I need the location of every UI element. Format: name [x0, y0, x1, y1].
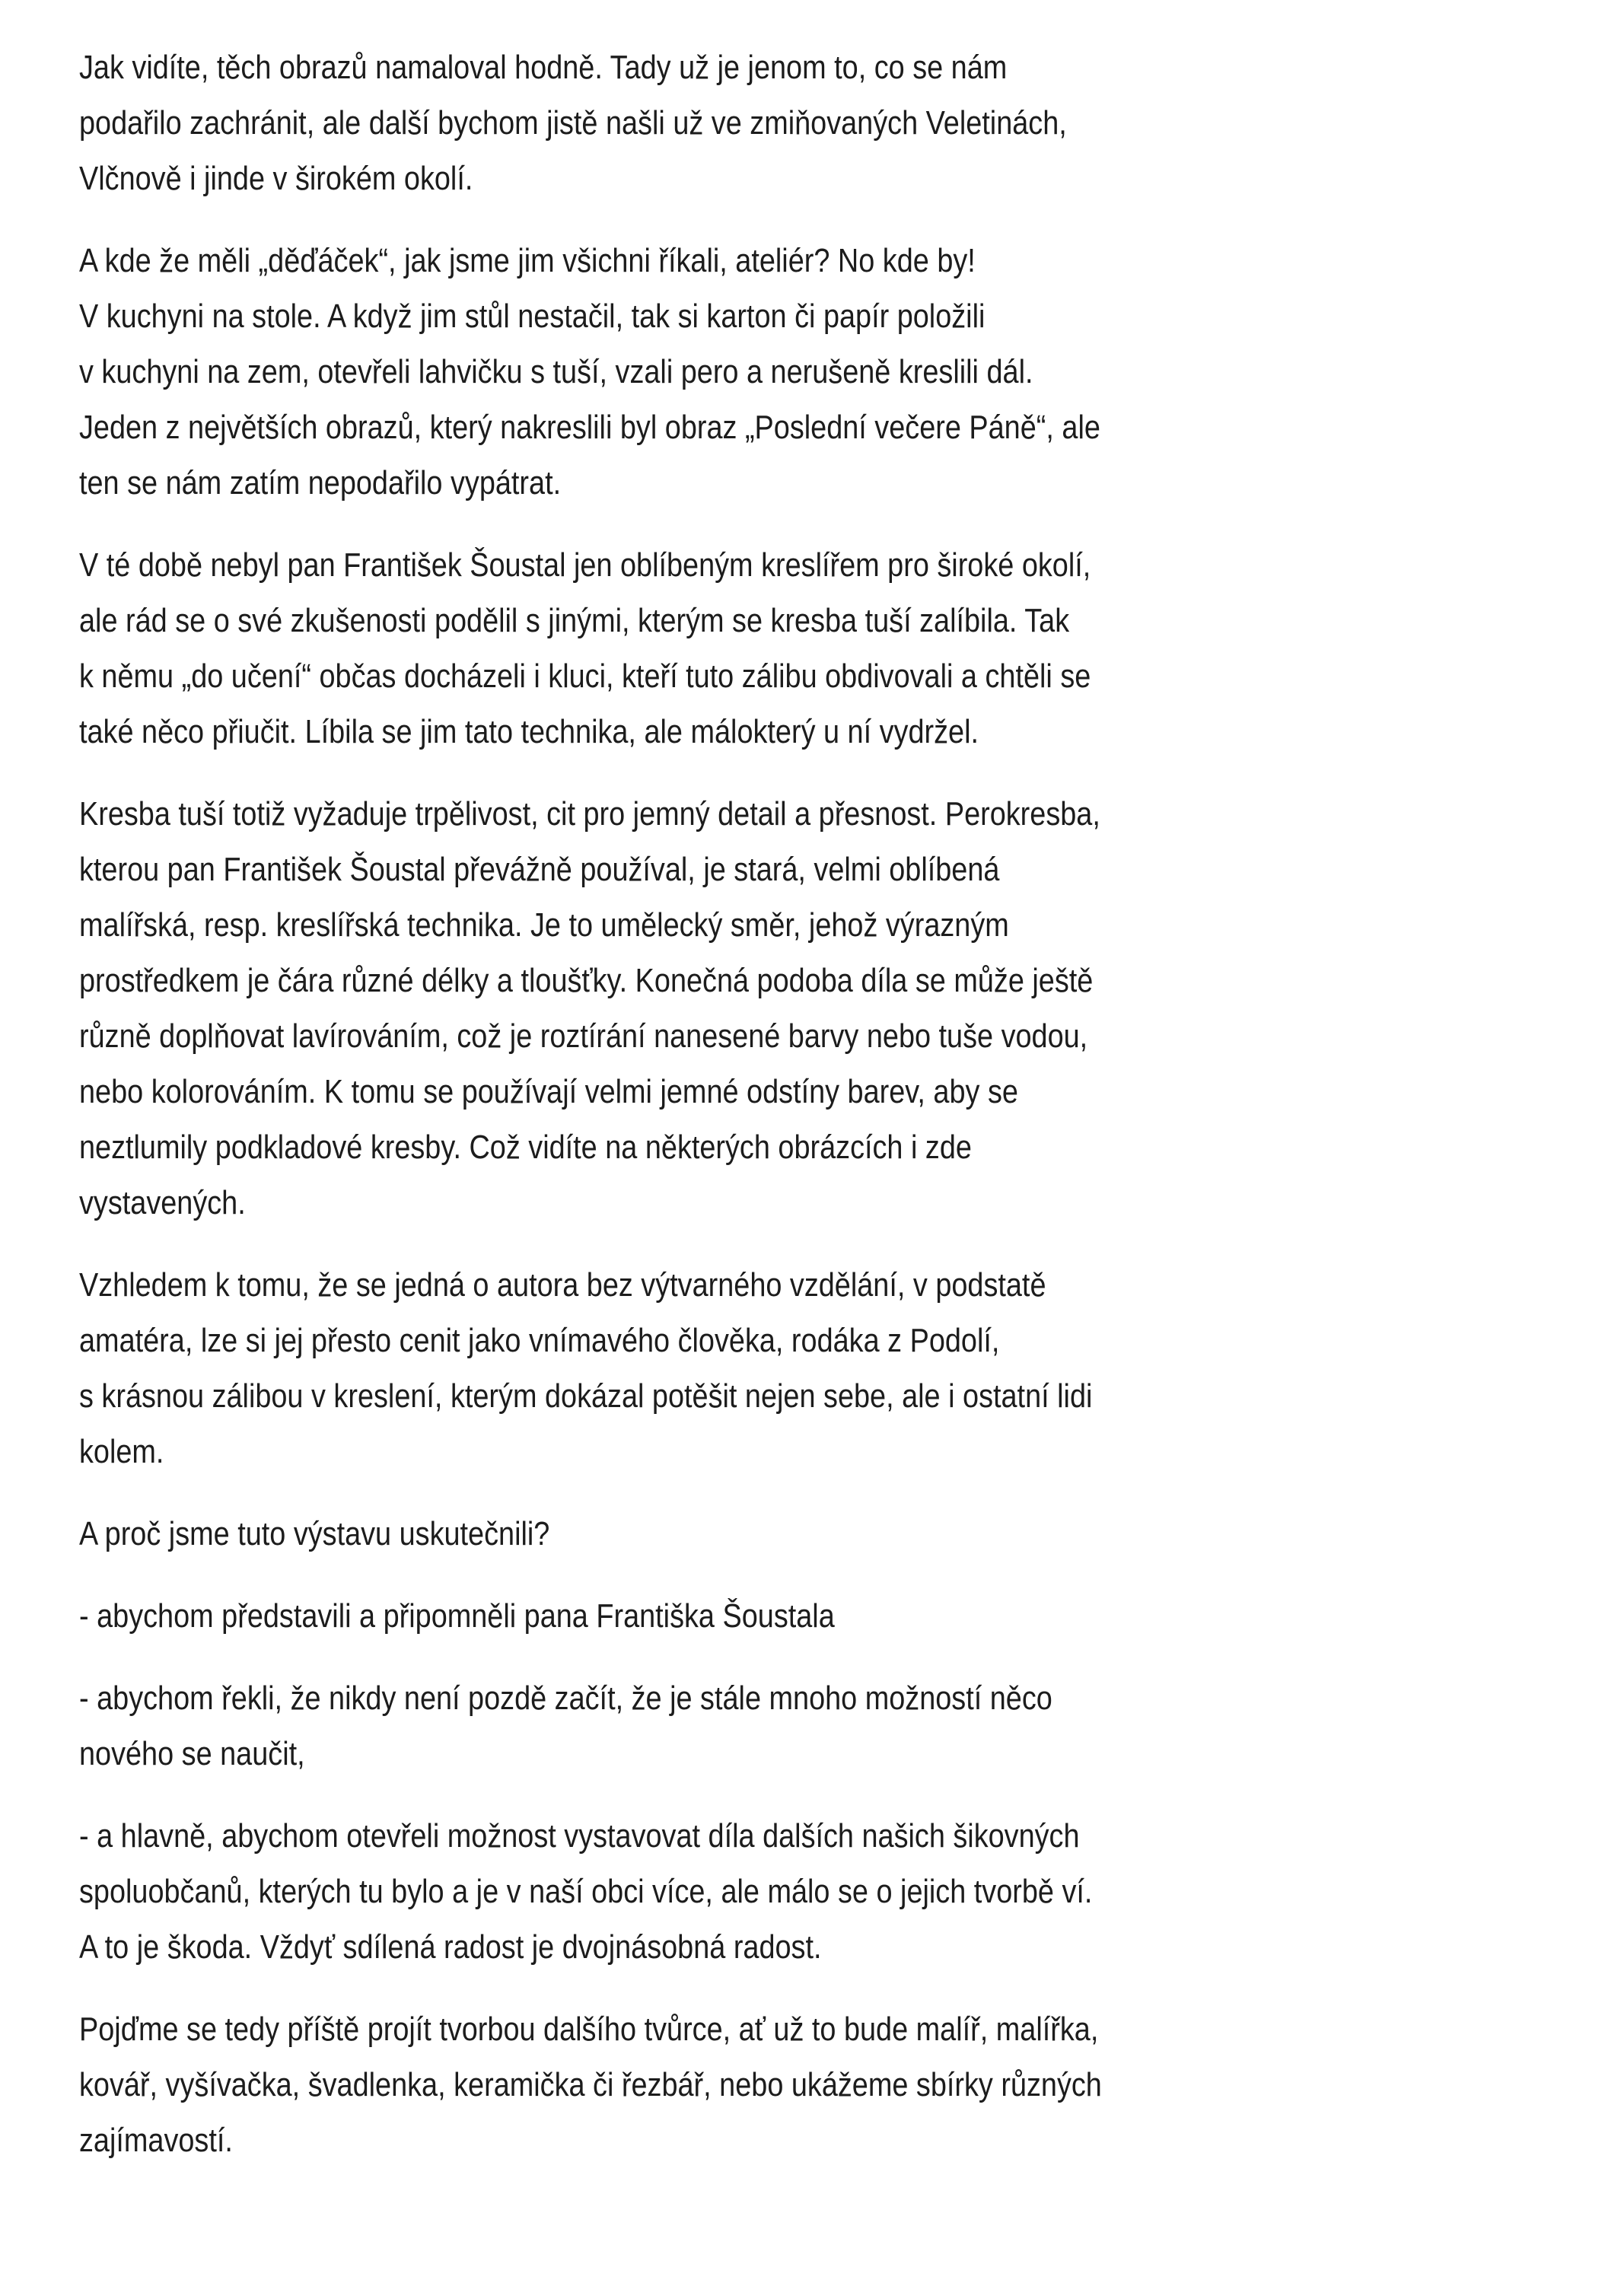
text-line: nového se naučit, — [79, 1735, 305, 1772]
text-line: různě doplňovat lavírováním, což je roztírání nanesené barvy nebo tuše vodou, — [79, 1017, 1088, 1055]
paragraph-atelier — [79, 233, 1571, 511]
text-line: V kuchyni na stole. A když jim stůl nestačil, tak si karton či papír položili — [79, 298, 986, 335]
paragraph-teaching — [79, 537, 1571, 759]
paragraph-closing — [79, 2001, 1571, 2168]
list-item-never-late — [79, 1670, 1571, 1782]
text-line: A proč jsme tuto výstavu uskutečnili? — [79, 1515, 550, 1552]
text-line: ale rád se o své zkušenosti podělil s jinými, kterým se kresba tuší zalíbila. Tak — [79, 602, 1070, 639]
text-line: kterou pan František Šoustal převážně používal, je stará, velmi oblíbená — [79, 851, 1000, 888]
text-line: také něco přiučit. Líbila se jim tato technika, ale málokterý u ní vydržel. — [79, 713, 979, 750]
text-line: podařilo zachránit, ale další bychom jistě našli už ve zmiňovaných Veletinách, — [79, 104, 1067, 142]
paragraph-technique — [79, 786, 1571, 1231]
text-line: Kresba tuší totiž vyžaduje trpělivost, cit pro jemný detail a přesnost. Perokresba, — [79, 795, 1100, 833]
document-page — [79, 40, 1571, 2195]
list-item-open-exhibitions — [79, 1808, 1571, 1975]
text-line: - a hlavně, abychom otevřeli možnost vystavovat díla dalších našich šikovných — [79, 1817, 1080, 1855]
text-line: prostředkem je čára různé délky a tloušťky. Konečná podoba díla se může ještě — [79, 962, 1094, 999]
text-line: - abychom řekli, že nikdy není pozdě začít, že je stále mnoho možností něco — [79, 1680, 1052, 1717]
paragraph-author — [79, 1257, 1571, 1479]
text-line: Jeden z největších obrazů, který nakreslili byl obraz „Poslední večere Páně“, ale — [79, 409, 1100, 446]
text-line: v kuchyni na zem, otevřeli lahvičku s tuší, vzali pero a nerušeně kreslili dál. — [79, 353, 1033, 390]
text-line: zajímavostí. — [79, 2122, 233, 2159]
text-line: spoluobčanů, kterých tu bylo a je v naší obci více, ale málo se o jejich tvorbě ví. — [79, 1873, 1093, 1910]
text-line: Pojďme se tedy příště projít tvorbou dalšího tvůrce, ať už to bude malíř, malířka, — [79, 2011, 1099, 2048]
text-line: neztlumily podkladové kresby. Což vidíte na některých obrázcích i zde — [79, 1129, 972, 1166]
paragraph-question — [79, 1506, 1571, 1562]
text-line: V té době nebyl pan František Šoustal jen oblíbeným kreslířem pro široké okolí, — [79, 546, 1091, 584]
text-line: A to je škoda. Vždyť sdílená radost je dvojnásobná radost. — [79, 1928, 822, 1966]
text-line: Vzhledem k tomu, že se jedná o autora bez výtvarného vzdělání, v podstatě — [79, 1266, 1046, 1304]
text-line: ten se nám zatím nepodařilo vypátrat. — [79, 464, 562, 501]
text-line: amatéra, lze si jej přesto cenit jako vnímavého člověka, rodáka z Podolí, — [79, 1322, 1000, 1359]
text-line: malířská, resp. kreslířská technika. Je to umělecký směr, jehož výrazným — [79, 906, 1009, 944]
text-line: Vlčnově i jinde v širokém okolí. — [79, 160, 473, 197]
text-line: k němu „do učení“ občas docházeli i kluci, kteří tuto zálibu obdivovali a chtěli se — [79, 658, 1091, 695]
text-line: nebo kolorováním. K tomu se používají velmi jemné odstíny barev, aby se — [79, 1073, 1018, 1110]
list-item-introduce — [79, 1588, 1571, 1644]
paragraph-intro — [79, 40, 1571, 206]
text-line: kolem. — [79, 1433, 164, 1470]
text-line: - abychom představili a připomněli pana Františka Šoustala — [79, 1597, 835, 1635]
text-line: Jak vidíte, těch obrazů namaloval hodně. Tady už je jenom to, co se nám — [79, 49, 1008, 86]
text-line: vystavených. — [79, 1184, 246, 1221]
text-line: A kde že měli „děďáček“, jak jsme jim všichni říkali, ateliér? No kde by! — [79, 242, 976, 279]
text-line: s krásnou zálibou v kreslení, kterým dokázal potěšit nejen sebe, ale i ostatní lidi — [79, 1377, 1093, 1415]
text-line: kovář, vyšívačka, švadlenka, keramička či řezbář, nebo ukážeme sbírky různých — [79, 2066, 1102, 2103]
